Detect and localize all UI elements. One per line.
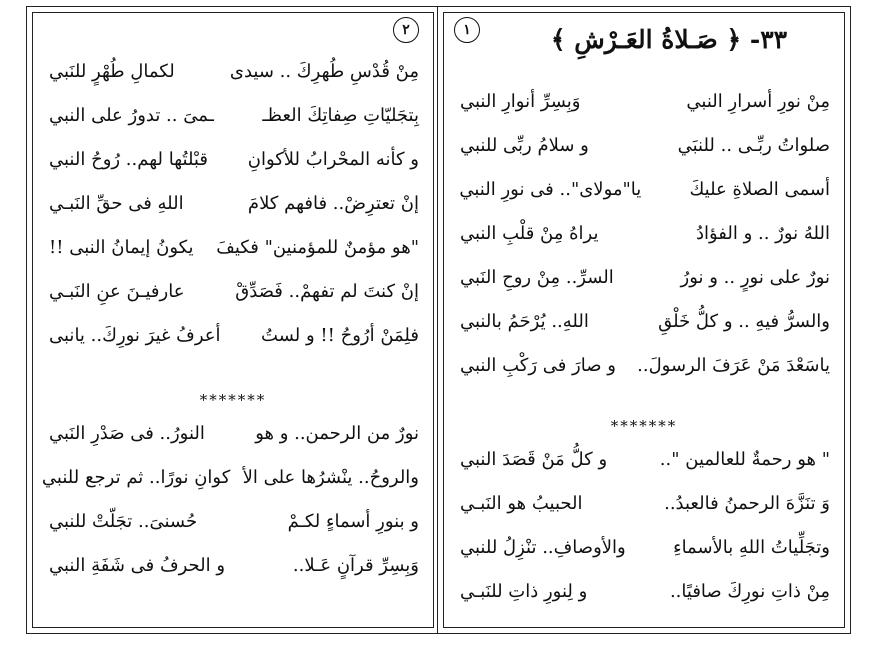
- verse-second-hemistich: أعرفُ غيرَ نورِكَ.. يانبى: [49, 324, 221, 346]
- poem-title: ٣٣- ﴿ صَـلاةُ العَـرْشِ ﴾: [550, 25, 788, 54]
- verse-line: [49, 313, 419, 357]
- verse-second-hemistich: عارفيـنَ عنِ النَبـي: [49, 280, 185, 302]
- page-inner-border: [32, 12, 434, 628]
- verse-first-hemistich: "هو مؤمنٌ للمؤمنين" فكيفَ: [216, 236, 419, 258]
- verse-first-hemistich: فلِمَنْ أرُوحُ !! و لستُ: [261, 324, 419, 346]
- verse-block: [460, 79, 830, 387]
- left-page: [26, 6, 440, 634]
- verse-second-hemistich: كوانِ نورًا.. ثم ترجع للنبي: [41, 466, 231, 488]
- verse-first-hemistich: وَبِسِرِّ قرآنٍ عَـلا..: [292, 554, 419, 576]
- verse-second-hemistich: النورُ.. فى صَدْرِ النَبي: [49, 422, 205, 444]
- verse-second-hemistich: و الحرفُ فى شَفَةِ النبي: [49, 554, 226, 576]
- verse-line: [460, 255, 830, 299]
- verse-second-hemistich: و صارَ فى رَكْبِ النبي: [460, 354, 616, 376]
- verse-block: [41, 411, 419, 587]
- verse-first-hemistich: نورٌ من الرحمن.. و هو: [255, 422, 419, 444]
- verse-line: [49, 93, 419, 137]
- verse-second-hemistich: يراهُ مِنْ قلْبِ النبي: [460, 222, 599, 244]
- verse-first-hemistich: و بنورِ أسماءٍ لكـمْ: [287, 510, 419, 532]
- verse-line: [460, 79, 830, 123]
- verse-second-hemistich: والأوصافِ.. تنْزِلُ للنبي: [460, 536, 626, 558]
- verse-second-hemistich: قبْلتُها لهم.. رُوحُ النبي: [49, 148, 208, 170]
- verse-line: [460, 481, 830, 525]
- verse-second-hemistich: اللهِ.. يُرْحَمُ بالنبي: [460, 310, 589, 332]
- verse-line: [460, 525, 830, 569]
- verse-line: [460, 123, 830, 167]
- verse-first-hemistich: " هو رحمةٌ للعالمين "..: [659, 448, 830, 470]
- verse-first-hemistich: مِنْ قُدْسِ طُهرِكَ .. سيدى: [229, 60, 419, 82]
- verse-line: [49, 137, 419, 181]
- verse-first-hemistich: و كأنه المحْرابُ للأكوانِ: [247, 148, 419, 170]
- verse-line: [49, 49, 419, 93]
- verse-first-hemistich: أسمى الصلاةِ عليكَ: [689, 178, 830, 200]
- verse-second-hemistich: و كلُّ مَنْ قَصَدَ النبي: [460, 448, 608, 470]
- verse-second-hemistich: يا"مولاى".. فى نورِ النبي: [459, 178, 642, 200]
- verse-first-hemistich: مِنْ ذاتِ نورِكَ صافيًا..: [669, 580, 830, 602]
- verse-first-hemistich: والسرُّ فيهِ .. و كلُّ خَلْقِ: [658, 310, 830, 332]
- verse-second-hemistich: حُسنىَ.. تجَلّتْ للنبي: [49, 510, 198, 532]
- verse-second-hemistich: و سلامُ ربِّى للنبي: [460, 134, 589, 156]
- verse-first-hemistich: نورٌ على نورٍ .. و نورُ: [680, 266, 830, 288]
- verse-line: [460, 299, 830, 343]
- page-inner-border: [443, 12, 845, 628]
- separator: *******: [199, 391, 267, 409]
- verse-first-hemistich: إنْ كنتَ لم تفهمْ.. فَصَدِّقْ: [235, 280, 419, 302]
- verse-second-hemistich: و لِنورِ ذاتِ للنَبـي: [460, 580, 588, 602]
- verse-second-hemistich: وَبِسِرِّ أنوارِ النبي: [460, 90, 581, 112]
- page-number: ٢: [393, 17, 419, 43]
- verse-second-hemistich: ـمىَ .. تدورُ على النبي: [49, 104, 214, 126]
- verse-first-hemistich: مِنْ نورِ أسرارِ النبي: [686, 90, 830, 112]
- separator: *******: [610, 417, 678, 435]
- verse-first-hemistich: صلواتُ ربِّـى .. للنبَي: [677, 134, 830, 156]
- verse-first-hemistich: وَ تنَزَّهَ الرحمنُ فالعبدُ..: [664, 492, 830, 514]
- verse-block: [460, 437, 830, 613]
- verse-line: [49, 411, 419, 455]
- verse-line: [49, 225, 419, 269]
- right-page: [437, 6, 851, 634]
- verse-first-hemistich: وتجَلِّياتُ اللهِ بالأسماءِ: [673, 536, 830, 558]
- verse-line: [41, 455, 419, 499]
- verse-second-hemistich: يكونُ إيمانُ النبى !!: [49, 236, 194, 258]
- verse-block: [49, 49, 419, 357]
- verse-first-hemistich: اللهُ نورٌ .. و الفؤادُ: [695, 222, 830, 244]
- verse-second-hemistich: السرِّ.. مِنْ روحِ النَبي: [460, 266, 614, 288]
- verse-line: [49, 269, 419, 313]
- verse-line: [460, 167, 830, 211]
- verse-first-hemistich: إنْ تعترِضْ.. فافهم كلامَ: [247, 192, 419, 214]
- page-number: ١: [454, 17, 480, 43]
- verse-line: [460, 437, 830, 481]
- verse-first-hemistich: بِتجَليّاتِ صِفاتِكَ العظـ: [262, 104, 419, 126]
- verse-second-hemistich: الحبيبُ هو النَبـي: [460, 492, 583, 514]
- verse-line: [49, 181, 419, 225]
- verse-line: [460, 343, 830, 387]
- verse-line: [460, 211, 830, 255]
- verse-first-hemistich: والروحُ.. ينْشرُها على الأ: [242, 466, 419, 488]
- verse-line: [49, 499, 419, 543]
- verse-line: [460, 569, 830, 613]
- verse-second-hemistich: لكمالِ طُهْرٍ للنَبي: [49, 60, 175, 82]
- verse-line: [49, 543, 419, 587]
- verse-second-hemistich: اللهِ فى حقِّ النَبـي: [49, 192, 184, 214]
- verse-first-hemistich: ياسَعْدَ مَنْ عَرَفَ الرسولَ..: [637, 354, 830, 376]
